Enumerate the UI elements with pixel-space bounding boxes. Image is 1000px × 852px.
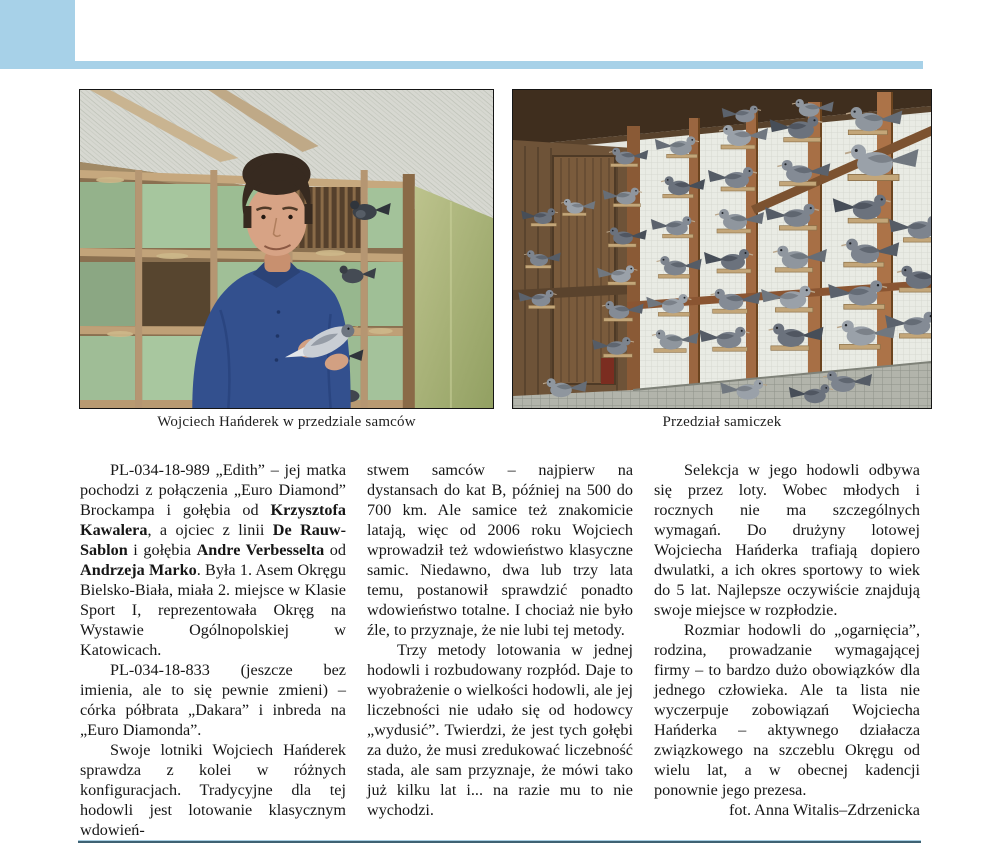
- article-body: [80, 460, 920, 840]
- article-paragraph: PL-034-18-833 (jeszcze bez imienia, ale to się pewnie zmieni) – córka półbrata „Dakara” i inbreda na „Euro Diamonda”.: [80, 661, 346, 739]
- decor-corner-block: [0, 0, 75, 69]
- photo-female-section: [512, 89, 932, 409]
- photo-caption-left: Wojciech Hańderek w przedziale samców: [157, 414, 416, 430]
- article-paragraph: stwem samców – najpierw na dystansach do kat B, później na 500 do 700 km. Ale samice też znakomicie latają, więc od 2006 roku Wojciech wprowadził też wdowieństwo klasyczne samic. Niedawno, dwa lub trzy lata temu, postanowił sprawdzić ponadto wdowieństwo totalne. I chociaż nie było źle, to przyznaje, że nie lubi tej metody.: [367, 461, 633, 639]
- article-column-1: [80, 460, 346, 840]
- article-paragraph: Swoje lotniki Wojciech Hańderek sprawdza z kolei w różnych konfiguracjach. Tradycyjne dla tej hodowli jest lotowanie klasycznym wdowień-: [80, 741, 346, 839]
- article-paragraph: Trzy metody lotowania w jednej hodowli i rozbudowany rozpłód. Daje to wyobrażenie o wielkości hodowli, ale jej liczebności nie udało się od hodowcy „wydusić”. Twierdzi, że jest tych gołębi za dużo, że musi zredukować liczebność stada, ale sam przyznaje, że mówi tako już kilku lat i... na razie mu to nie wychodzi.: [367, 641, 633, 819]
- footer-rule: [78, 840, 921, 843]
- article-paragraph: Rozmiar hodowli do „ogarnięcia”, rodzina, prowadzanie wymagającej firmy – to bardzo dużo obowiązków dla jednego człowieka. Ale ta lista nie wyczerpuje zobowiązań Wojciecha Hańderka – aktywnego działacza związkowego na szczeblu Okręgu od wielu lat, a w obecnej kadencji ponownie jego prezesa.: [654, 621, 920, 799]
- article-paragraph: PL-034-18-989 „Edith” – jej matka pochodzi z połączenia „Euro Diamond” Brockampa i gołębia od Krzysztofa Kawalera, a ojciec z linii De Rauw-Sablon i gołębia Andre Verbesselta od Andrzeja Marko. Była 1. Asem Okręgu Bielsko-Biała, miała 2. miejsce w Klasie Sport I, reprezentowała Okręg na Wystawie Ogólnopolskiej w Katowicach.: [80, 461, 347, 659]
- decor-top-band: [0, 61, 923, 69]
- aviary-photo-illustration: [513, 90, 931, 408]
- photo-breeder-male-section: [79, 89, 494, 409]
- photo-caption-right: Przedział samiczek: [662, 414, 782, 430]
- article-paragraph: Selekcja w jego hodowli odbywa się przez loty. Wobec młodych i rocznych nie ma szczególnych wymagań. Do drużyny lotowej Wojciecha Hańderka trafiają dopiero dwulatki, a ich okres sportowy to wiek do 5 lat. Najlepsze oczywiście znajdują swoje miejsce w rozpłodzie.: [654, 461, 920, 619]
- breeder-photo-illustration: [80, 90, 493, 408]
- article-column-3: [654, 460, 920, 840]
- article-column-2: [367, 460, 633, 840]
- photo-credit: fot. Anna Witalis–Zdrzenicka: [729, 801, 920, 819]
